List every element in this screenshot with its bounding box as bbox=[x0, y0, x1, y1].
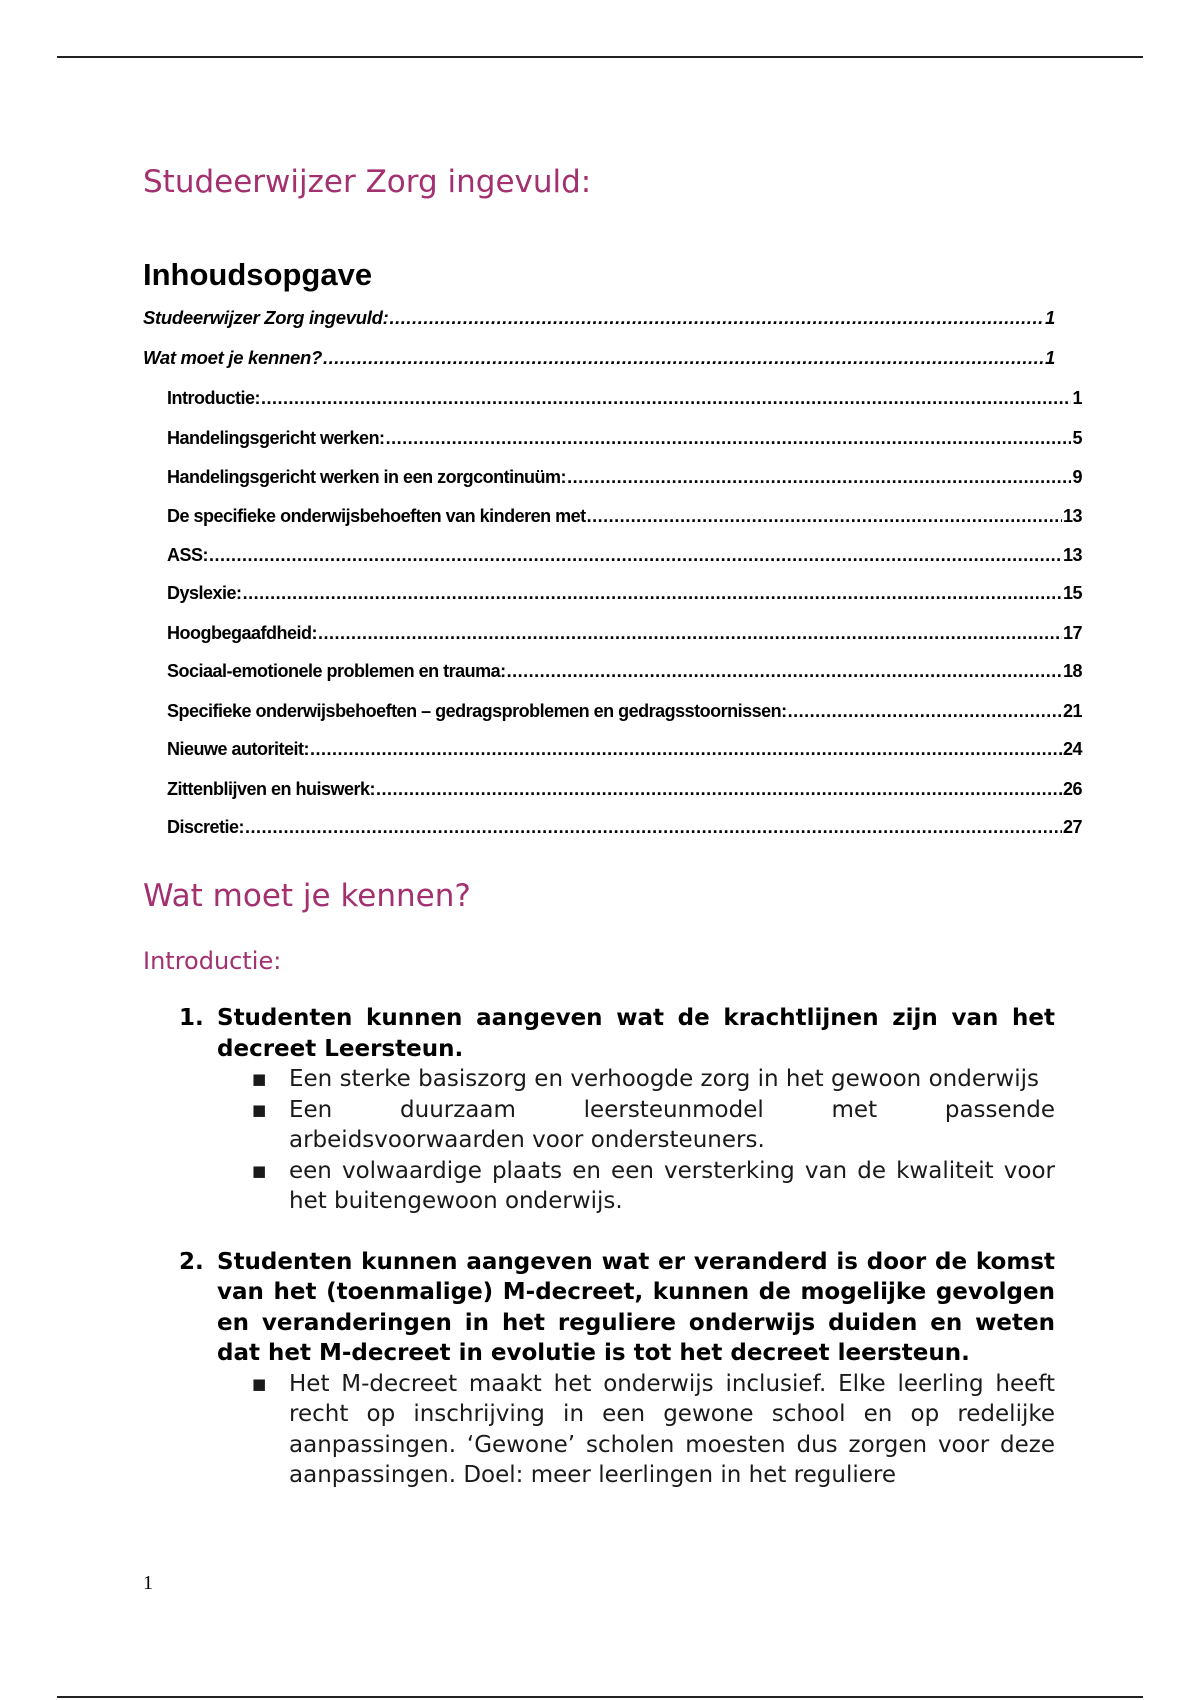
bullet-item bbox=[217, 1369, 1055, 1491]
toc-entry-page: 18 bbox=[1062, 661, 1082, 681]
toc-leader-dots bbox=[376, 776, 1062, 802]
objectives-list bbox=[143, 1003, 1055, 1491]
toc-leader-dots bbox=[587, 503, 1062, 529]
page-number: 1 bbox=[143, 1572, 153, 1594]
toc-entry-page: 27 bbox=[1062, 817, 1082, 837]
toc-entry[interactable] bbox=[167, 542, 1082, 568]
toc-leader-dots bbox=[209, 542, 1062, 568]
toc-entry[interactable] bbox=[167, 698, 1082, 724]
toc-heading: Inhoudsopgave bbox=[143, 257, 373, 292]
bullet-text: Een duurzaam leersteunmodel met passende arbeidsvoorwaarden voor ondersteuners. bbox=[289, 1096, 1055, 1153]
bullet-text: Een sterke basiszorg en verhoogde zorg in het gewoon onderwijs bbox=[289, 1066, 1039, 1092]
toc-entry[interactable] bbox=[143, 345, 1055, 371]
bullet-item bbox=[217, 1156, 1055, 1217]
toc-entry-page: 17 bbox=[1062, 623, 1082, 643]
toc-entry-page: 13 bbox=[1062, 506, 1082, 526]
toc-entry-page: 21 bbox=[1062, 701, 1082, 721]
toc-entry[interactable] bbox=[167, 464, 1082, 490]
objective-number: 2. bbox=[179, 1248, 204, 1275]
bullet-text: een volwaardige plaats en een versterking van de kwaliteit voor het buitengewoon onderwijs. bbox=[289, 1157, 1055, 1214]
toc-leader-dots bbox=[318, 620, 1062, 646]
toc-leader-dots bbox=[386, 425, 1072, 451]
footer-rule bbox=[57, 1696, 1143, 1698]
toc-entry-page: 1 bbox=[1072, 388, 1082, 408]
toc-leader-dots bbox=[243, 580, 1062, 606]
bullet-square-icon: ■ bbox=[252, 1100, 267, 1119]
toc-leader-dots bbox=[567, 464, 1071, 490]
toc-entry-label: Nieuwe autoriteit: bbox=[167, 739, 310, 759]
toc-entry-page: 26 bbox=[1062, 779, 1082, 799]
toc-entry[interactable] bbox=[167, 580, 1082, 606]
toc-entry-label: Handelingsgericht werken in een zorgcontinuüm: bbox=[167, 467, 567, 487]
objective-item bbox=[143, 1003, 1055, 1217]
toc-entry[interactable] bbox=[167, 503, 1082, 529]
objective-number: 1. bbox=[179, 1005, 204, 1031]
toc-entry-label: Dyslexie: bbox=[167, 583, 242, 603]
toc-entry-label: Zittenblijven en huiswerk: bbox=[167, 779, 376, 799]
toc-entry-page: 1 bbox=[1045, 307, 1055, 328]
toc-entry-label: De specifieke onderwijsbehoeften van kinderen met bbox=[167, 506, 586, 526]
toc-entry[interactable] bbox=[167, 385, 1082, 411]
toc-entry-label: Discretie: bbox=[167, 817, 245, 837]
toc-leader-dots bbox=[390, 305, 1045, 331]
toc-entry-label: Handelingsgericht werken: bbox=[167, 428, 385, 448]
toc-entry-label: Specifieke onderwijsbehoeften – gedragsproblemen en gedragsstoornissen: bbox=[167, 701, 787, 721]
toc-entry-page: 13 bbox=[1062, 545, 1082, 565]
toc-leader-dots bbox=[507, 658, 1062, 684]
bullet-square-icon: ■ bbox=[252, 1161, 267, 1180]
toc-entry-page: 24 bbox=[1062, 739, 1082, 759]
objective-item bbox=[143, 1247, 1055, 1491]
toc-entry-page: 5 bbox=[1072, 428, 1082, 448]
toc-leader-dots bbox=[323, 345, 1044, 371]
bullet-item bbox=[217, 1064, 1055, 1095]
toc-entry[interactable] bbox=[167, 425, 1082, 451]
header-rule bbox=[57, 56, 1143, 58]
toc-entry-page: 9 bbox=[1072, 467, 1082, 487]
toc-entry[interactable] bbox=[167, 620, 1082, 646]
toc-leader-dots bbox=[245, 814, 1062, 840]
toc-entry-label: Hoogbegaafdheid: bbox=[167, 623, 317, 643]
bullet-square-icon: ■ bbox=[252, 1070, 267, 1088]
toc-entry-page: 1 bbox=[1045, 347, 1055, 368]
objective-text: Studenten kunnen aangeven wat de krachtlijnen zijn van het decreet Leersteun. bbox=[217, 1005, 1055, 1062]
toc-leader-dots bbox=[788, 698, 1062, 724]
toc-entry[interactable] bbox=[167, 814, 1082, 840]
toc-entry-label: Studeerwijzer Zorg ingevuld: bbox=[143, 307, 389, 328]
bullet-text: Het M-decreet maakt het onderwijs inclusief. Elke leerling heeft recht op inschrijving in een gewone school en op redelijke aanpassingen. ‘Gewone’ scholen moesten dus zorgen voor deze aanpassingen. Doel: meer leerlingen in het reguliere bbox=[289, 1370, 1055, 1488]
bullet-item bbox=[217, 1095, 1055, 1156]
toc-entry-label: Wat moet je kennen? bbox=[143, 347, 322, 368]
toc-entry-label: Introductie: bbox=[167, 388, 260, 408]
toc-entry[interactable] bbox=[143, 305, 1055, 331]
bullet-square-icon: ■ bbox=[252, 1374, 267, 1393]
toc-leader-dots bbox=[310, 736, 1062, 762]
document-title: Studeerwijzer Zorg ingevuld: bbox=[143, 164, 592, 200]
toc-entry-page: 15 bbox=[1062, 583, 1082, 603]
objective-text: Studenten kunnen aangeven wat er veranderd is door de komst van het (toenmalige) M-decreet, kunnen de mogelijke gevolgen en veranderingen in het reguliere onderwijs duiden en weten dat het M-decreet in evolutie is tot het decreet leersteun. bbox=[217, 1248, 1055, 1366]
toc-entry[interactable] bbox=[167, 776, 1082, 802]
toc-entry[interactable] bbox=[167, 736, 1082, 762]
toc-entry-label: ASS: bbox=[167, 545, 209, 565]
toc-leader-dots bbox=[261, 385, 1071, 411]
bullet-list bbox=[217, 1369, 1055, 1491]
section-heading: Wat moet je kennen? bbox=[143, 878, 471, 914]
toc-entry-label: Sociaal-emotionele problemen en trauma: bbox=[167, 661, 506, 681]
sub-heading: Introductie: bbox=[143, 947, 282, 975]
bullet-list bbox=[217, 1064, 1055, 1217]
toc-entry[interactable] bbox=[167, 658, 1082, 684]
